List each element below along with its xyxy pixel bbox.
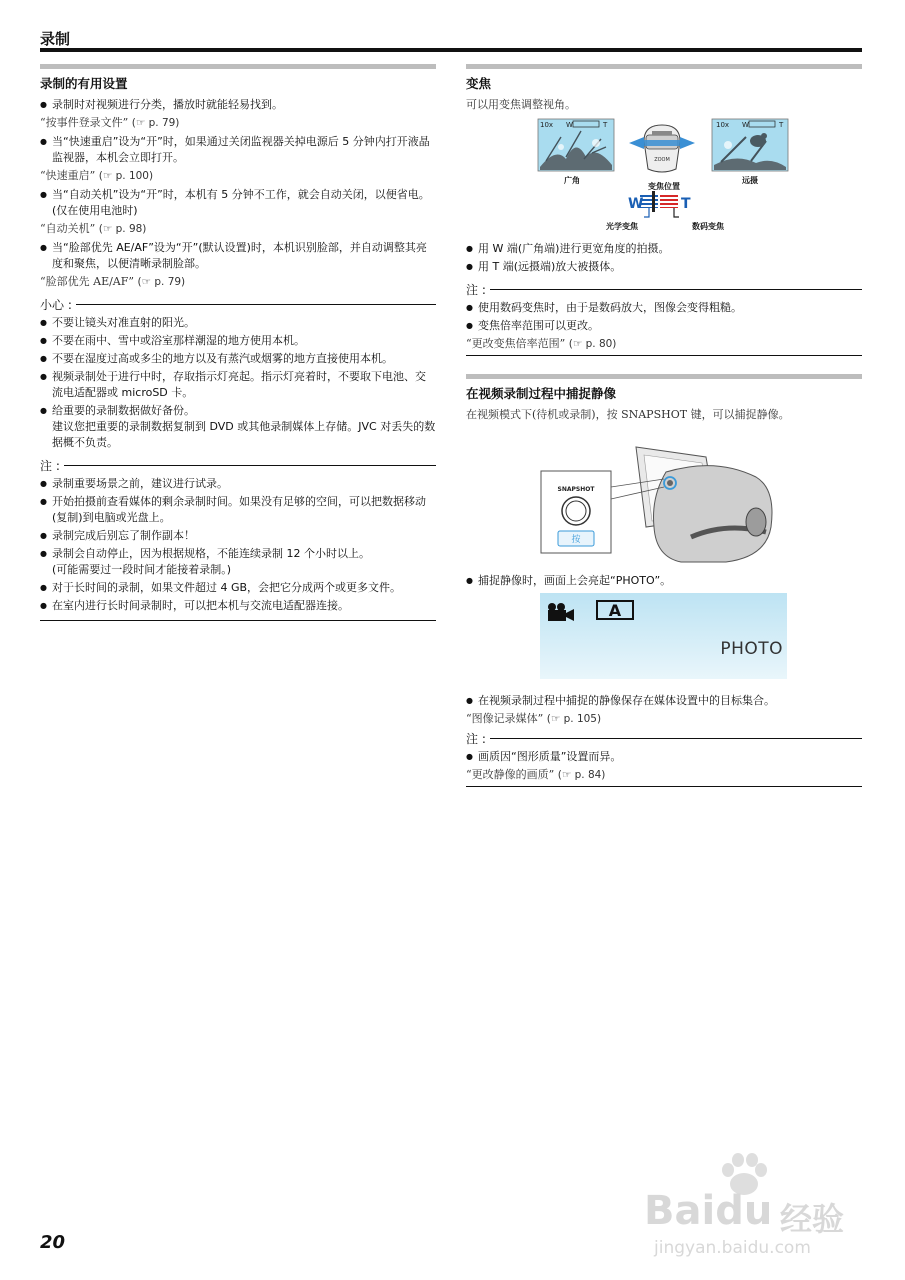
- caution-list: [40, 315, 436, 451]
- list-item: ● 捕捉静像时，画面上会亮起“PHOTO”。: [466, 573, 862, 589]
- zoom-bar-w: W: [628, 196, 644, 212]
- note-label: 注 :: [466, 732, 486, 746]
- watermark-brand-cn: 经验: [780, 1200, 845, 1238]
- camcorder-icon: [636, 447, 772, 562]
- list-item: ● 画质因“图形质量”设置而异。: [466, 749, 862, 765]
- section-title-zoom: 变焦: [466, 76, 492, 91]
- section-bar: [466, 64, 862, 69]
- zoom-list: [466, 241, 862, 275]
- section-title-snapshot: 在视频录制过程中捕捉静像: [466, 386, 617, 401]
- reference-link[interactable]: [40, 221, 436, 237]
- note-list: [40, 476, 436, 614]
- settings-list: [40, 97, 436, 113]
- caution-heading: [40, 296, 436, 313]
- note-heading: [40, 457, 436, 474]
- reference-text: “脸部优先 AE/AF”: [40, 275, 134, 288]
- note-label: 注 :: [40, 459, 60, 473]
- video-camera-icon: [546, 601, 586, 623]
- section-end-rule: [466, 786, 862, 787]
- page-reference: (☞ p. 100): [98, 170, 154, 182]
- list-item: ● 视频录制处于进行中时，存取指示灯亮起。指示灯亮着时，不要取下电池、交流电适配器或 microSD 卡。: [40, 369, 436, 401]
- press-label: 按: [571, 535, 581, 545]
- list-item: ● 录制会自动停止，因为根据规格，不能连续录制 12 个小时以上。 (可能需要过一段时间才能接着录制。): [40, 546, 436, 578]
- label-digital-zoom: 数码变焦: [692, 222, 724, 231]
- watermark-brand: Baidu: [644, 1188, 773, 1234]
- zoom-intro: 可以用变焦调整视角。: [466, 98, 576, 111]
- zoom-lever-label: ZOOM: [654, 157, 670, 163]
- section-title-useful-settings: 录制的有用设置: [40, 76, 128, 91]
- lcd-t-label: T: [603, 121, 608, 129]
- note-list: [466, 749, 862, 765]
- reference-text: “更改变焦倍率范围”: [466, 337, 566, 350]
- page-reference: (☞ p. 79): [137, 276, 186, 288]
- snapshot-figure: [466, 427, 862, 567]
- list-item: ● 录制时对视频进行分类，播放时就能轻易找到。: [40, 97, 436, 113]
- list-item: ● 当“快速重启”设为“开”时，如果通过关闭监视器关掉电源后 5 分钟内打开液晶监视器，本机会立即打开。: [40, 134, 436, 166]
- label-wide-angle: 广角: [564, 176, 580, 185]
- label-zoom-position: 变焦位置: [648, 182, 680, 191]
- note-list: [466, 300, 862, 334]
- list-item: ● 变焦倍率范围可以更改。: [466, 318, 862, 334]
- header-rule: [40, 48, 862, 52]
- note-label: 注 :: [466, 283, 486, 297]
- right-column: [466, 64, 862, 787]
- page-number: 20: [40, 1232, 66, 1253]
- list-item: ● 当“脸部优先 AE/AF”设为“开”(默认设置)时，本机识别脸部，并自动调整其亮度和聚焦，以便清晰录制脸部。: [40, 240, 436, 272]
- photo-screen: [540, 593, 787, 679]
- list-item: ● 录制完成后别忘了制作副本！: [40, 528, 436, 544]
- page-reference: (☞ p. 80): [568, 338, 617, 350]
- settings-list: [40, 187, 436, 219]
- lcd-t-label: T: [779, 121, 784, 129]
- page-reference: (☞ p. 84): [557, 769, 606, 781]
- list-item: ● 使用数码变焦时，由于是数码放大，图像会变得粗糙。: [466, 300, 862, 316]
- watermark-url: jingyan.baidu.com: [654, 1238, 811, 1258]
- reference-link[interactable]: [466, 767, 862, 783]
- photo-indicator: PHOTO: [720, 639, 783, 659]
- section-end-rule: [466, 355, 862, 356]
- note-heading: [466, 281, 862, 298]
- section-end-rule: [40, 620, 436, 621]
- lcd-w-label: W: [566, 121, 573, 129]
- settings-list: [40, 240, 436, 272]
- list-item: ● 用 T 端(远摄端)放大被摄体。: [466, 259, 862, 275]
- page-reference: (☞ p. 98): [98, 223, 147, 235]
- page-reference: (☞ p. 79): [131, 117, 180, 129]
- zoom-figure: [466, 117, 862, 235]
- snapshot-list: [466, 693, 862, 709]
- label-telephoto: 远摄: [742, 176, 758, 185]
- reference-link[interactable]: [40, 274, 436, 290]
- lcd-magnification: 10x: [716, 121, 730, 129]
- section-bar: [466, 374, 862, 379]
- list-item: ● 对于长时间的录制，如果文件超过 4 GB，会把它分成两个或更多文件。: [40, 580, 436, 596]
- lcd-magnification: 10x: [540, 121, 554, 129]
- zoom-position-bar: [640, 191, 679, 217]
- lcd-w-label: W: [742, 121, 749, 129]
- snapshot-button-label: SNAPSHOT: [557, 486, 595, 493]
- list-item: ● 不要在雨中、雪中或浴室那样潮湿的地方使用本机。: [40, 333, 436, 349]
- list-item: ● 给重要的录制数据做好备份。 建议您把重要的录制数据复制到 DVD 或其他录制媒体上存储。JVC 对丢失的数据概不负责。: [40, 403, 436, 451]
- list-item: ● 录制重要场景之前，建议进行试录。: [40, 476, 436, 492]
- reference-text: “更改静像的画质”: [466, 768, 555, 781]
- note-heading: [466, 730, 862, 747]
- baidu-watermark: [640, 1150, 870, 1260]
- page-title: 录制: [40, 30, 71, 48]
- reference-text: “快速重启”: [40, 169, 96, 182]
- reference-text: “自动关机”: [40, 222, 96, 235]
- reference-link[interactable]: [466, 336, 862, 352]
- zoom-lever-icon: [629, 125, 695, 172]
- snapshot-intro: 在视频模式下(待机或录制)，按 SNAPSHOT 键，可以捕捉静像。: [466, 408, 790, 421]
- zoom-illustration: [466, 117, 862, 235]
- left-column: [40, 64, 436, 621]
- page-reference: (☞ p. 105): [546, 713, 602, 725]
- reference-link[interactable]: [40, 115, 436, 131]
- list-item: ● 用 W 端(广角端)进行更宽角度的拍摄。: [466, 241, 862, 257]
- auto-mode-label: A: [608, 600, 622, 620]
- camcorder-illustration: [466, 427, 862, 567]
- reference-text: “图像记录媒体”: [466, 712, 544, 725]
- list-item: ● 不要在湿度过高或多尘的地方以及有蒸汽或烟雾的地方直接使用本机。: [40, 351, 436, 367]
- zoom-bar-t: T: [681, 196, 691, 212]
- section-bar: [40, 64, 436, 69]
- caution-label: 小心 :: [40, 298, 72, 312]
- reference-link[interactable]: [40, 168, 436, 184]
- list-item: ● 不要让镜头对准直射的阳光。: [40, 315, 436, 331]
- list-item: ● 当“自动关机”设为“开”时，本机有 5 分钟不工作，就会自动关闭，以便省电。(仅在使用电池时): [40, 187, 436, 219]
- list-item: ● 在视频录制过程中捕捉的静像保存在媒体设置中的目标集合。: [466, 693, 862, 709]
- settings-list: [40, 134, 436, 166]
- list-item: ● 在室内进行长时间录制时，可以把本机与交流电适配器连接。: [40, 598, 436, 614]
- reference-link[interactable]: [466, 711, 862, 727]
- label-optical-zoom: 光学变焦: [606, 222, 638, 231]
- list-item: ● 开始拍摄前查看媒体的剩余录制时间。如果没有足够的空间，可以把数据移动(复制)到电脑或光盘上。: [40, 494, 436, 526]
- auto-mode-icon: [596, 600, 634, 620]
- reference-text: “按事件登录文件”: [40, 116, 129, 129]
- snapshot-list: [466, 573, 862, 589]
